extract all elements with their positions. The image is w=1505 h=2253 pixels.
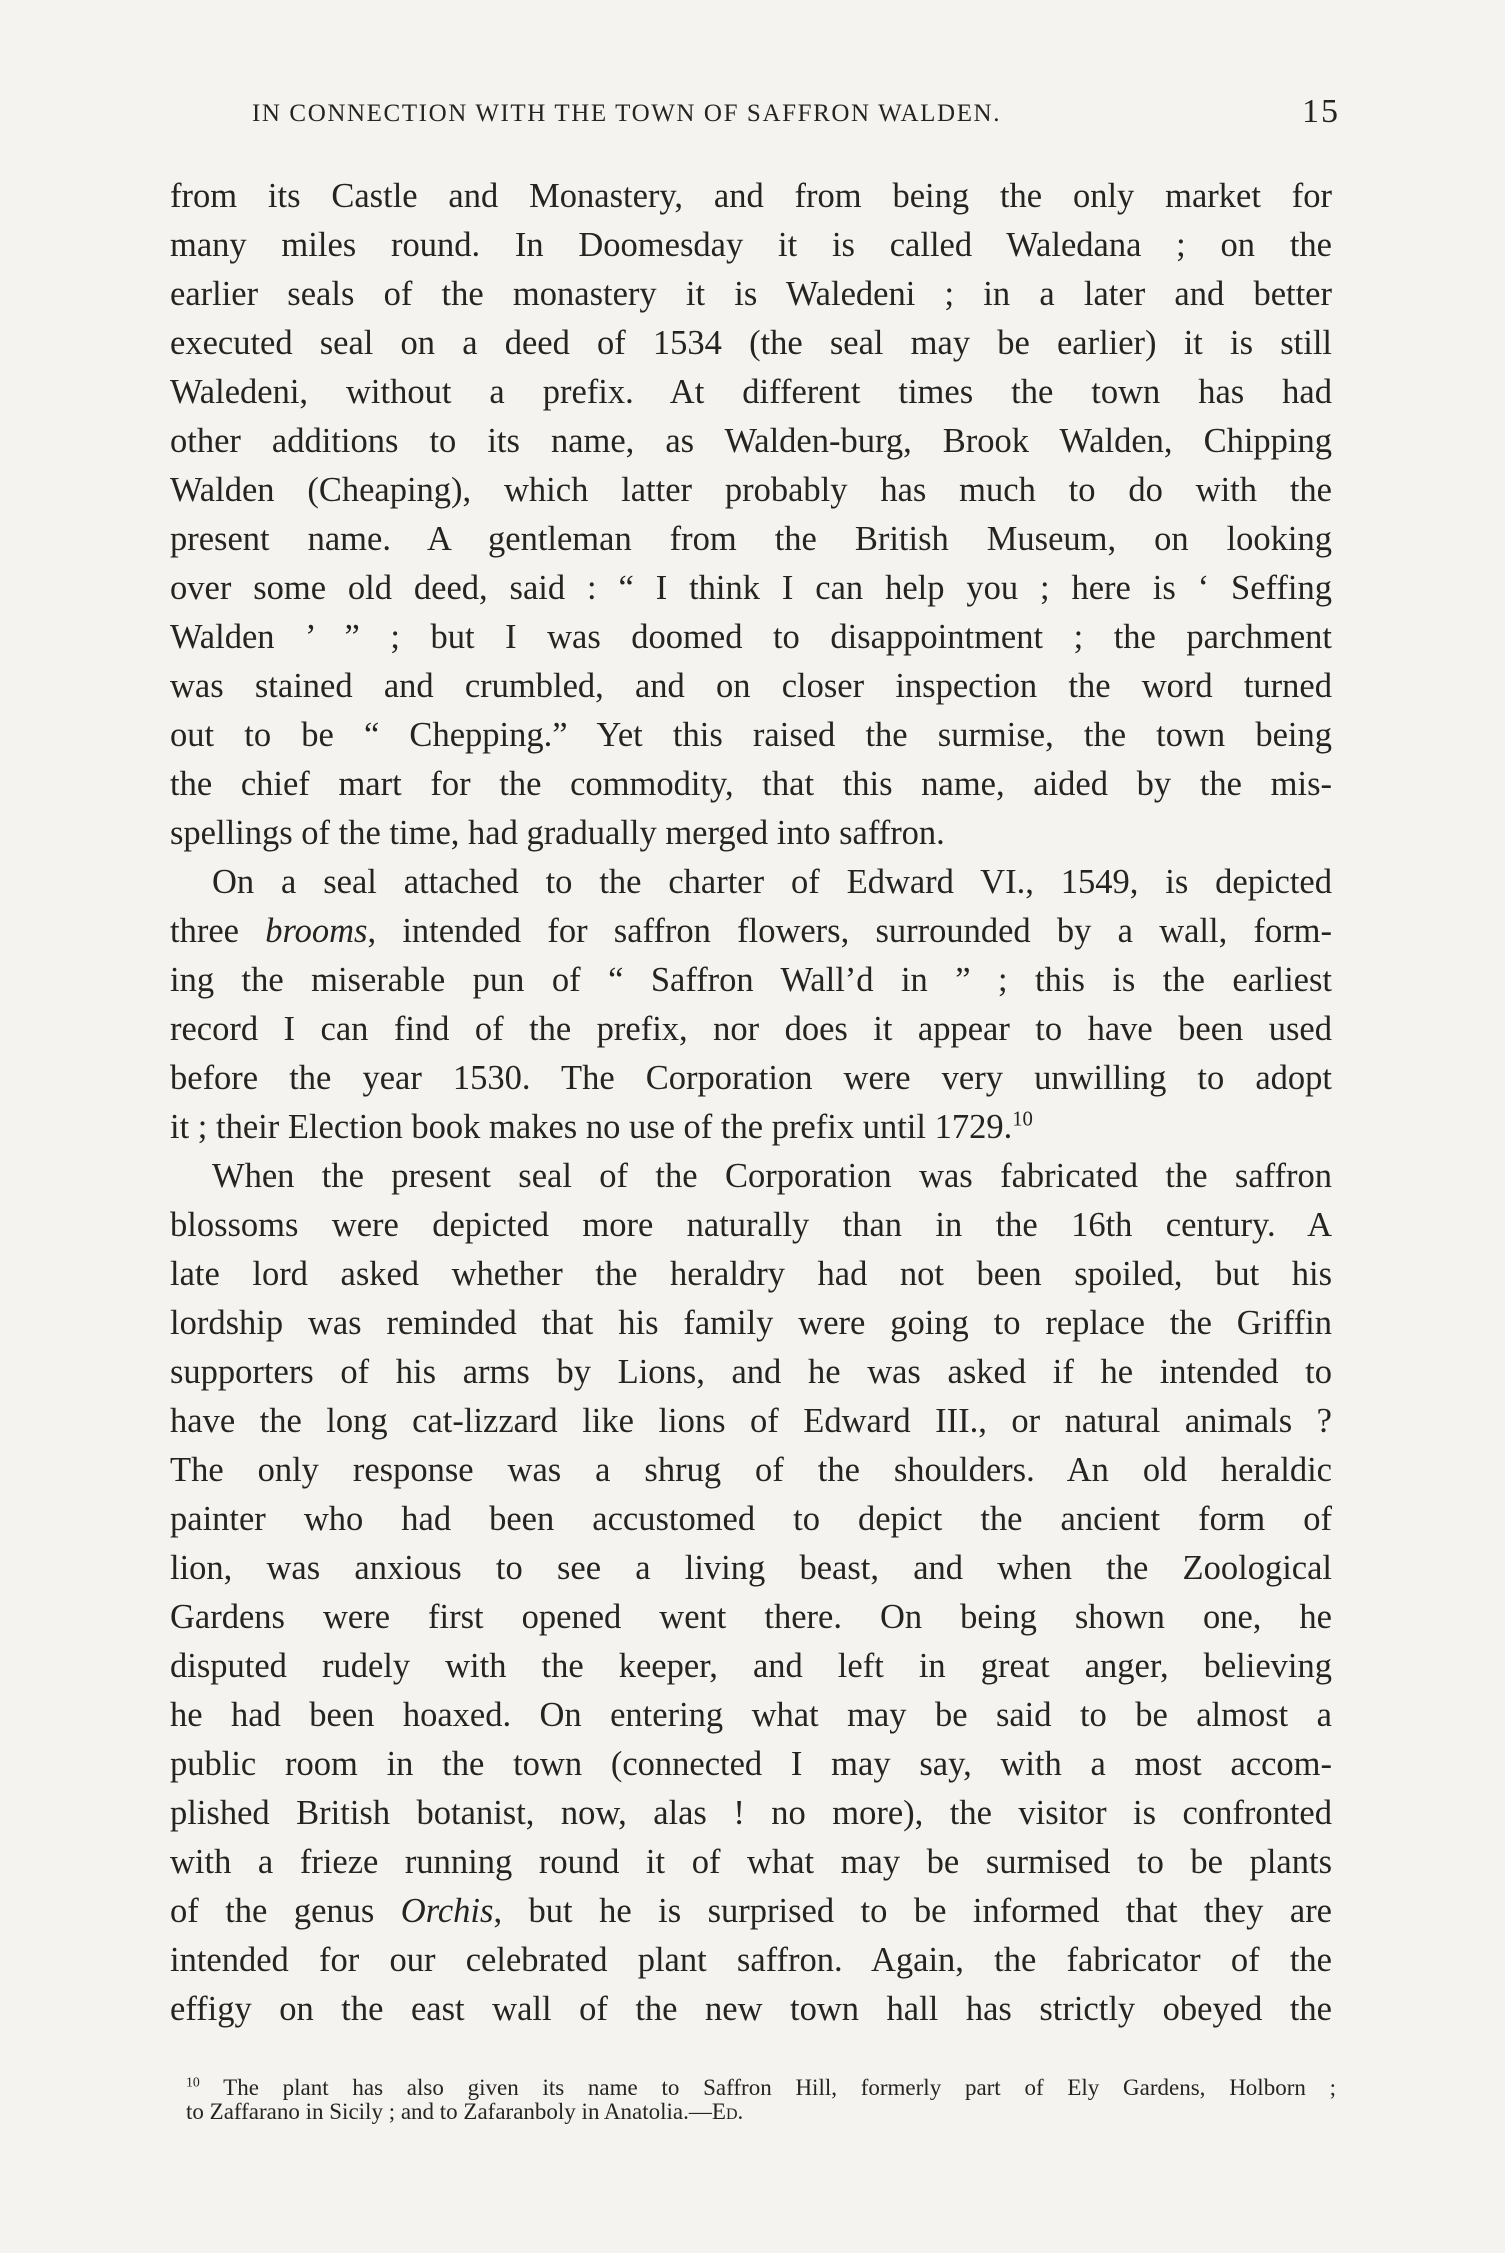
text-fragment: it ; their Election book makes no use of the prefix until 1729. (170, 1108, 1013, 1146)
text-line: lion, was anxious to see a living beast, and when the Zoological (170, 1549, 1332, 1587)
footnote-marker: 10 (186, 2074, 200, 2090)
text-line: painter who had been accustomed to depict the ancient form of (170, 1500, 1332, 1538)
text-line: over some old deed, said : “ I think I can help you ; here is ‘ Seffing (170, 569, 1332, 607)
footnote-line (186, 2100, 1336, 2124)
text-line: many miles round. In Doomesday it is called Waledana ; on the (170, 226, 1332, 264)
text-line: plished British botanist, now, alas ! no more), the visitor is confronted (170, 1794, 1332, 1832)
footnote-line (186, 2076, 1336, 2100)
text-fragment: , intended for saffron flowers, surrounded by a wall, form- (367, 912, 1332, 950)
text-fragment: , but he is surprised to be informed that they are (493, 1892, 1332, 1930)
text-line: Gardens were first opened went there. On being shown one, he (170, 1598, 1332, 1636)
text-line: was stained and crumbled, and on closer inspection the word turned (170, 667, 1332, 705)
page-number: 15 (1302, 93, 1340, 130)
text-line (170, 1103, 1332, 1152)
text-line: record I can find of the prefix, nor does it appear to have been used (170, 1010, 1332, 1048)
text-line (170, 907, 1332, 956)
text-line: other additions to its name, as Walden-burg, Brook Walden, Chipping (170, 422, 1332, 460)
footnote-text: to Zaffarano in Sicily ; and to Zafaranboly in Anatolia.— (186, 2099, 712, 2124)
italic-word: brooms (265, 912, 368, 950)
text-line: ing the miserable pun of “ Saffron Wall’d in ” ; this is the earliest (170, 961, 1332, 999)
text-line: out to be “ Chepping.” Yet this raised the surmise, the town being (170, 716, 1332, 754)
running-title: IN CONNECTION WITH THE TOWN OF SAFFRON WALDEN. (252, 100, 1002, 127)
text-line: supporters of his arms by Lions, and he was asked if he intended to (170, 1353, 1332, 1391)
text-line: Walden (Cheaping), which latter probably has much to do with the (170, 471, 1332, 509)
text-line: spellings of the time, had gradually merged into saffron. (170, 814, 945, 852)
text-line: before the year 1530. The Corporation were very unwilling to adopt (170, 1059, 1332, 1097)
text-line: late lord asked whether the heraldry had not been spoiled, but his (170, 1255, 1332, 1293)
text-line: have the long cat-lizzard like lions of Edward III., or natural animals ? (170, 1402, 1332, 1440)
italic-word: Orchis (400, 1892, 494, 1930)
text-line: he had been hoaxed. On entering what may be said to be almost a (170, 1696, 1332, 1734)
text-line: executed seal on a deed of 1534 (the seal may be earlier) it is still (170, 324, 1332, 362)
text-line: public room in the town (connected I may say, with a most accom- (170, 1745, 1332, 1783)
text-line: disputed rudely with the keeper, and left in great anger, believing (170, 1647, 1332, 1685)
text-line: the chief mart for the commodity, that this name, aided by the mis- (170, 765, 1332, 803)
footnote (186, 2076, 1336, 2124)
text-line: intended for our celebrated plant saffron. Again, the fabricator of the (170, 1941, 1332, 1979)
text-line: Walden ’ ” ; but I was doomed to disappointment ; the parchment (170, 618, 1332, 656)
footnote-reference: 10 (1012, 1108, 1033, 1131)
text-line (170, 1887, 1332, 1936)
text-line: from its Castle and Monastery, and from being the only market for (170, 177, 1332, 215)
paragraph-start-line: On a seal attached to the charter of Edward VI., 1549, is depicted (212, 863, 1332, 901)
text-line: earlier seals of the monastery it is Waledeni ; in a later and better (170, 275, 1332, 313)
text-line: Waledeni, without a prefix. At different times the town has had (170, 373, 1332, 411)
running-header (252, 94, 1340, 134)
footnote-text: The plant has also given its name to Saffron Hill, formerly part of Ely Gardens, Holborn ; (223, 2075, 1336, 2100)
text-line: lordship was reminded that his family were going to replace the Griffin (170, 1304, 1332, 1342)
text-fragment: three (170, 912, 239, 950)
text-line: with a frieze running round it of what may be surmised to be plants (170, 1843, 1332, 1881)
main-text (170, 172, 1332, 2034)
footnote-editor: Ed. (711, 2099, 744, 2124)
text-line: The only response was a shrug of the shoulders. An old heraldic (170, 1451, 1332, 1489)
text-fragment: of the genus (170, 1892, 375, 1930)
text-line: present name. A gentleman from the British Museum, on looking (170, 520, 1332, 558)
text-line: blossoms were depicted more naturally than in the 16th century. A (170, 1206, 1332, 1244)
paragraph-start-line: When the present seal of the Corporation was fabricated the saffron (212, 1157, 1332, 1195)
text-line: effigy on the east wall of the new town hall has strictly obeyed the (170, 1990, 1332, 2028)
